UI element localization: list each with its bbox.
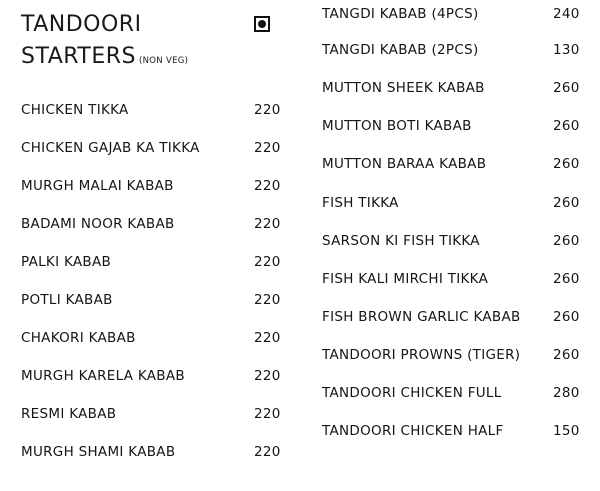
- item-name: TANGDI KABAB (4PCS): [322, 6, 479, 22]
- menu-item: [290, 423, 600, 445]
- menu-item: [290, 347, 600, 369]
- menu-item: [0, 102, 290, 124]
- menu-item: [290, 385, 600, 407]
- menu-item: [0, 406, 290, 428]
- menu-item: [290, 195, 600, 217]
- menu-item: [290, 271, 600, 293]
- menu-item: [290, 156, 600, 178]
- item-name: FISH TIKKA: [322, 195, 399, 211]
- item-price: 260: [553, 118, 580, 134]
- item-price: 260: [553, 195, 580, 211]
- item-name: MUTTON BARAA KABAB: [322, 156, 487, 172]
- menu-item: [0, 178, 290, 200]
- item-name: FISH KALI MIRCHI TIKKA: [322, 271, 489, 287]
- item-price: 220: [254, 368, 281, 384]
- section-title-line1: TANDOORI: [21, 12, 142, 37]
- section-subtitle: (NON VEG): [139, 56, 189, 66]
- item-price: 150: [553, 423, 580, 439]
- item-price: 220: [254, 102, 281, 118]
- menu-item: [0, 254, 290, 276]
- menu-item: [290, 118, 600, 140]
- item-price: 260: [553, 271, 580, 287]
- item-name: TANDOORI CHICKEN FULL: [322, 385, 502, 401]
- item-price: 260: [553, 347, 580, 363]
- menu-item: [0, 368, 290, 390]
- item-price: 220: [254, 178, 281, 194]
- item-price: 220: [254, 330, 281, 346]
- item-price: 260: [553, 156, 580, 172]
- menu-item: [0, 292, 290, 314]
- item-name: TANDOORI CHICKEN HALF: [322, 423, 504, 439]
- item-price: 220: [254, 406, 281, 422]
- item-name: TANGDI KABAB (2PCS): [322, 42, 479, 58]
- item-name: PALKI KABAB: [21, 254, 112, 270]
- item-name: POTLI KABAB: [21, 292, 113, 308]
- item-price: 220: [254, 444, 281, 460]
- menu-item: [290, 233, 600, 255]
- menu-item: [290, 6, 600, 28]
- item-name: CHICKEN GAJAB KA TIKKA: [21, 140, 200, 156]
- item-name: MURGH KARELA KABAB: [21, 368, 185, 384]
- menu-item: [0, 330, 290, 352]
- item-name: BADAMI NOOR KABAB: [21, 216, 175, 232]
- menu-item: [0, 216, 290, 238]
- item-name: TANDOORI PROWNS (TIGER): [322, 347, 521, 363]
- menu-item: [290, 80, 600, 102]
- item-price: 220: [254, 140, 281, 156]
- item-price: 220: [254, 254, 281, 270]
- item-name: CHICKEN TIKKA: [21, 102, 129, 118]
- item-price: 260: [553, 309, 580, 325]
- item-name: MURGH SHAMI KABAB: [21, 444, 176, 460]
- section-title-line2: [21, 46, 188, 68]
- item-name: MURGH MALAI KABAB: [21, 178, 174, 194]
- item-name: SARSON KI FISH TIKKA: [322, 233, 480, 249]
- item-price: 220: [254, 216, 281, 232]
- menu-item: [0, 444, 290, 466]
- item-name: FISH BROWN GARLIC KABAB: [322, 309, 521, 325]
- item-name: CHAKORI KABAB: [21, 330, 136, 346]
- menu-item: [290, 42, 600, 64]
- menu-item: [290, 309, 600, 331]
- item-price: 260: [553, 233, 580, 249]
- dot-mark: [258, 20, 266, 28]
- item-name: MUTTON BOTI KABAB: [322, 118, 472, 134]
- item-price: 280: [553, 385, 580, 401]
- item-price: 130: [553, 42, 580, 58]
- item-name: MUTTON SHEEK KABAB: [322, 80, 485, 96]
- menu-item: [0, 140, 290, 162]
- section-heading: [21, 14, 188, 68]
- item-price: 260: [553, 80, 580, 96]
- item-name: RESMI KABAB: [21, 406, 117, 422]
- non-veg-dot-icon: [254, 16, 270, 32]
- item-price: 240: [553, 6, 580, 22]
- section-title-text: STARTERS: [21, 44, 137, 69]
- item-price: 220: [254, 292, 281, 308]
